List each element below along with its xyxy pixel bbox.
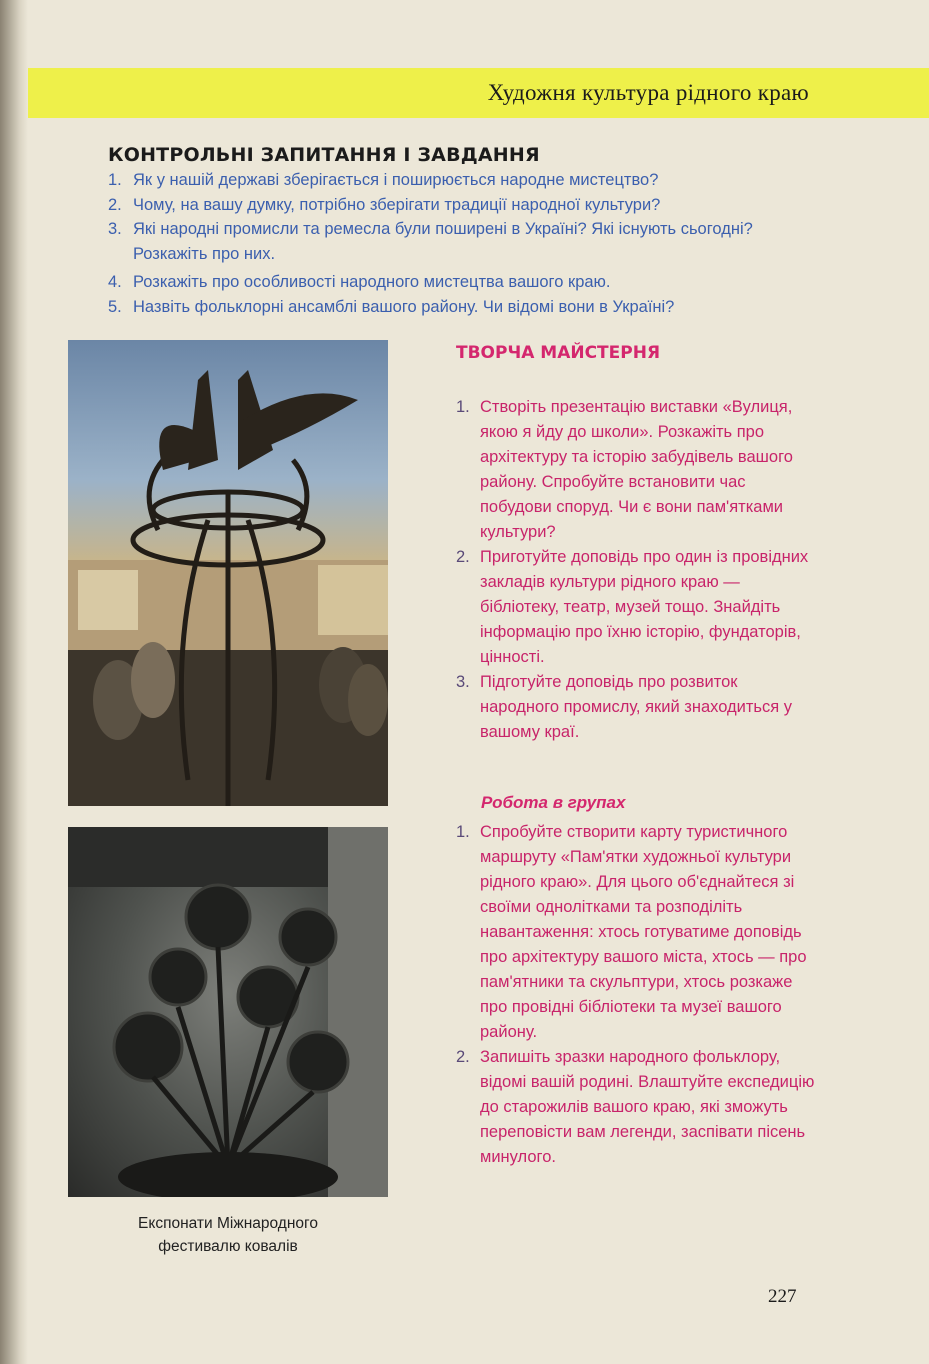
workshop-text: Приготуйте доповідь про один із провідних закладів культури рідного краю — бібліотеку, театр, музей тощо. Знайдіть інформацію про їхню історію, фундаторів, цінності. <box>480 548 809 666</box>
group-work-number: 1. <box>456 823 470 841</box>
question-item <box>108 270 828 295</box>
question-text: Як у нашій державі зберігається і поширюється народне мистецтво? <box>133 171 659 189</box>
group-work-title: Робота в групах <box>481 793 626 812</box>
caption-line: фестивалю ковалів <box>158 1238 298 1255</box>
group-work-item <box>456 1045 816 1170</box>
question-text: Розкажіть про особливості народного мистецтва вашого краю. <box>133 273 611 291</box>
question-number: 4. <box>108 273 122 291</box>
page-fold-shadow <box>0 0 28 1364</box>
workshop-item <box>456 395 816 545</box>
question-item <box>108 295 828 320</box>
workshop-list <box>456 395 816 745</box>
page-number: 227 <box>768 1286 797 1307</box>
group-work-text: Спробуйте створити карту туристичного маршруту «Пам'ятки художньої культури рідного краю». Для цього об'єднайтеся зі своїми однолітками та розподіліть навантаження: хтось готуватиме доповідь про архітектуру вашого міста, хтось — про пам'ятники та скульптури, хтось розкаже про провідні бібліотеки та музеї вашого району. <box>480 823 807 1041</box>
workshop-text: Підготуйте доповідь про розвиток народного промислу, який знаходиться у вашому краї. <box>480 673 793 741</box>
question-item <box>108 193 828 218</box>
question-text: Назвіть фольклорні ансамблі вашого району. Чи відомі вони в Україні? <box>133 297 675 316</box>
question-text: Чому, на вашу думку, потрібно зберігати традиції народної культури? <box>133 195 661 214</box>
question-number: 2. <box>108 195 122 214</box>
workshop-number: 1. <box>456 398 470 416</box>
workshop-item <box>456 545 816 670</box>
question-number: 5. <box>108 297 122 316</box>
workshop-item <box>456 670 816 745</box>
iron-roses-photo <box>68 827 388 1197</box>
group-work-list <box>456 820 816 1170</box>
caption-line: Експонати Міжнародного <box>138 1215 318 1232</box>
workshop-number: 2. <box>456 548 470 566</box>
group-work-number: 2. <box>456 1048 470 1066</box>
questions-list <box>108 168 828 319</box>
workshop-text: Створіть презентацію виставки «Вулиця, якою я йду до школи». Розкажіть про архітектуру та історію забудівель вашого району. Спробуйте встановити час побудови споруд. Чи є вони пам'ятками культури? <box>480 398 793 541</box>
question-text: Які народні промисли та ремесла були поширені в Україні? Які існують сьогодні? Розкажіть про них. <box>133 220 753 263</box>
question-item <box>108 168 828 193</box>
workshop-title: ТВОРЧА МАЙСТЕРНЯ <box>456 343 661 363</box>
stork-sculpture-photo <box>68 340 388 806</box>
running-title: Художня культура рідного краю <box>487 80 809 105</box>
question-item <box>108 217 828 266</box>
question-number: 3. <box>108 220 122 238</box>
group-work-text: Запишіть зразки народного фольклору, відомі вашій родині. Влаштуйте експедицію до старожилів вашого краю, які зможуть переповісти вам легенди, заспівати пісень минулого. <box>480 1048 815 1166</box>
figure-caption <box>68 1212 388 1258</box>
question-number: 1. <box>108 171 122 189</box>
questions-title: КОНТРОЛЬНІ ЗАПИТАННЯ І ЗАВДАННЯ <box>108 144 540 166</box>
workshop-number: 3. <box>456 673 470 691</box>
group-work-item <box>456 820 816 1045</box>
